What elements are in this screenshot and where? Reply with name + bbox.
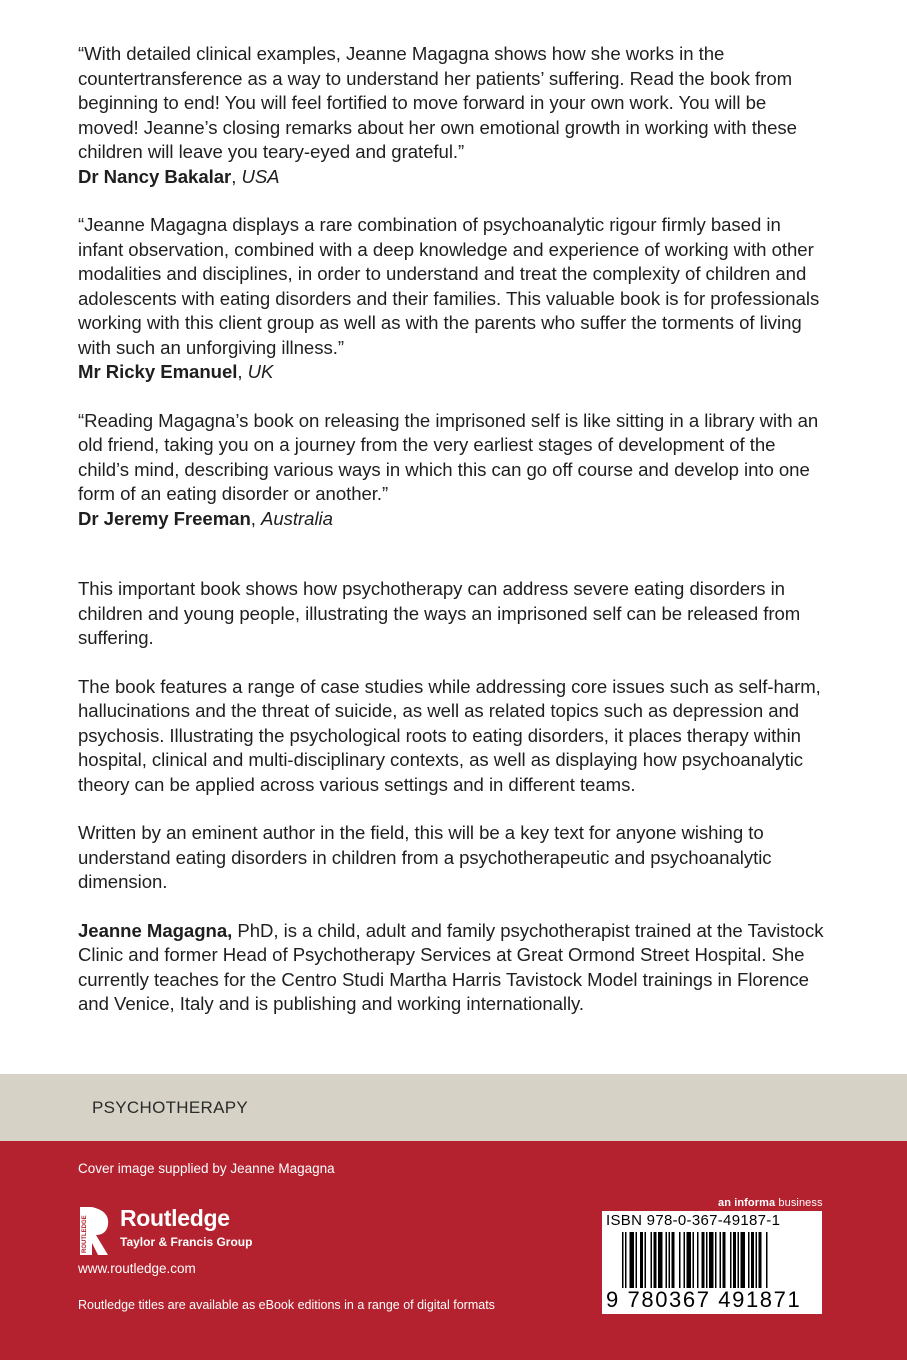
review-quote: “Reading Magagna’s book on releasing the imprisoned self is like sitting in a library with an old friend, taking you on a journey from the very earliest stages of development of the child’s mind, describing various ways in which this can go off course and develop into one form of an eating disorder or another.” [78, 409, 819, 504]
reviewer-name: Mr Ricky Emanuel [78, 361, 238, 382]
reviewer-place: USA [241, 165, 280, 187]
publisher-footer [0, 1141, 907, 1360]
barcode-bar [625, 1232, 627, 1288]
barcode-graphic [622, 1232, 816, 1288]
review-quote: “Jeanne Magagna displays a rare combination of psychoanalytic rigour firmly based in infant observation, combined with a deep knowledge and experience of working with other modalities and disciplines, in order to understand and treat the complexity of children and adolescents with eating disorders and their families. This valuable book is for professionals working with this client group as well as with the parents who suffer the torments of living with such an unforgiving illness.” [78, 214, 820, 358]
logo-subtitle: Taylor & Francis Group [120, 1235, 253, 1249]
barcode-bar [672, 1232, 675, 1288]
reviewer-name: Dr Jeremy Freeman [78, 507, 251, 529]
informa-light: business [775, 1197, 823, 1209]
barcode-digits: 9 780367 491871 [606, 1287, 802, 1312]
barcode-bar [715, 1232, 717, 1288]
barcode-bar [679, 1232, 681, 1288]
barcode-bar [702, 1232, 705, 1288]
review-3 [78, 409, 830, 532]
barcode-bar [640, 1232, 643, 1288]
barcode-box [602, 1211, 822, 1314]
barcode-bar [738, 1232, 740, 1288]
barcode-bar [669, 1232, 671, 1288]
barcode-bar [709, 1232, 714, 1288]
ebook-note: Routledge titles are available as eBook editions in a range of digital formats [78, 1298, 495, 1312]
barcode-bar [687, 1232, 692, 1288]
barcode-bar [636, 1232, 638, 1288]
barcode-bar [723, 1232, 726, 1288]
description-paragraph-3: Written by an eminent author in the field, this will be a key text for anyone wishing to understand eating disorders in children from a psychotherapeutic and psychoanalytic dimension. [78, 822, 772, 892]
barcode-bar [630, 1232, 635, 1288]
barcode-bar [658, 1232, 663, 1288]
review-2 [78, 213, 830, 385]
review-attribution: Mr Ricky Emanuel, UK [78, 361, 274, 382]
barcode-bar [730, 1232, 732, 1288]
barcode-bar [684, 1232, 686, 1288]
barcode-bar [720, 1232, 722, 1288]
barcode-bar [654, 1232, 657, 1288]
barcode-bar [651, 1232, 653, 1288]
back-cover-text [78, 42, 830, 1041]
barcode-bar [733, 1232, 736, 1288]
isbn-label: ISBN 978-0-367-49187-1 [606, 1212, 781, 1229]
cover-credit: Cover image supplied by Jeanne Magagna [78, 1161, 335, 1176]
informa-tagline [718, 1197, 823, 1209]
barcode-bar [741, 1232, 746, 1288]
subject-category: PSYCHOTHERAPY [92, 1098, 248, 1117]
barcode-bar [748, 1232, 750, 1288]
reviewer-place: UK [247, 361, 274, 382]
barcode-bar [645, 1232, 647, 1288]
barcode-bar [706, 1232, 708, 1288]
review-attribution: Dr Jeremy Freeman, Australia [78, 507, 333, 529]
author-bio [78, 919, 830, 1017]
reviewer-place: Australia [261, 507, 333, 529]
publisher-url: www.routledge.com [78, 1261, 196, 1276]
barcode-bar [693, 1232, 695, 1288]
barcode-bar [756, 1232, 758, 1288]
description-paragraph-1: This important book shows how psychotherapy can address severe eating disorders in children and young people, illustrating the ways an imprisoned self can be released from suffering. [78, 578, 801, 648]
barcode-bar [622, 1232, 624, 1288]
logo-side-text: ROUTLEDGE [82, 1215, 88, 1253]
barcode-bar [751, 1232, 754, 1288]
reviewer-name: Dr Nancy Bakalar [78, 165, 232, 187]
review-attribution: Dr Nancy Bakalar, USA [78, 165, 280, 187]
routledge-logo-icon [78, 1205, 112, 1257]
routledge-logo [78, 1201, 278, 1261]
review-quote: “With detailed clinical examples, Jeanne Magagna shows how she works in the countertransference as a way to understand her patients’ suffering. Read the book from beginning to end! You will feel fortified to move forward in your own work. You will be moved! Jeanne’s closing remarks about her own emotional growth in working with these children will leave you teary-eyed and grateful.” [78, 43, 797, 162]
subject-band [0, 1074, 907, 1141]
review-1 [78, 42, 830, 189]
barcode-bar [766, 1232, 768, 1288]
logo-name: Routledge [120, 1205, 230, 1231]
author-name: Jeanne Magagna, [78, 919, 233, 941]
barcode-bar [697, 1232, 699, 1288]
barcode-bar [666, 1232, 668, 1288]
barcode-bar [759, 1232, 762, 1288]
description-paragraph-2: The book features a range of case studies while addressing core issues such as self-harm, hallucinations and the threat of suicide, as well as related topics such as depression and psychosis. Illustrating the psychological roots to eating disorders, it places therapy within hospital, clinical and multi-disciplinary contexts, as well as displaying how psychoanalytic theory can be applied across various settings and in different teams. [78, 675, 821, 795]
author-bio-text: PhD, is a child, adult and family psychotherapist trained at the Tavistock Clinic and former Head of Psychotherapy Services at Great Ormond Street Hospital. She currently teaches for the Centro Studi Martha Harris Tavistock Model trainings in Florence and Venice, Italy and is publishing and working internationally. [78, 919, 824, 1014]
informa-bold: an informa [718, 1197, 776, 1209]
